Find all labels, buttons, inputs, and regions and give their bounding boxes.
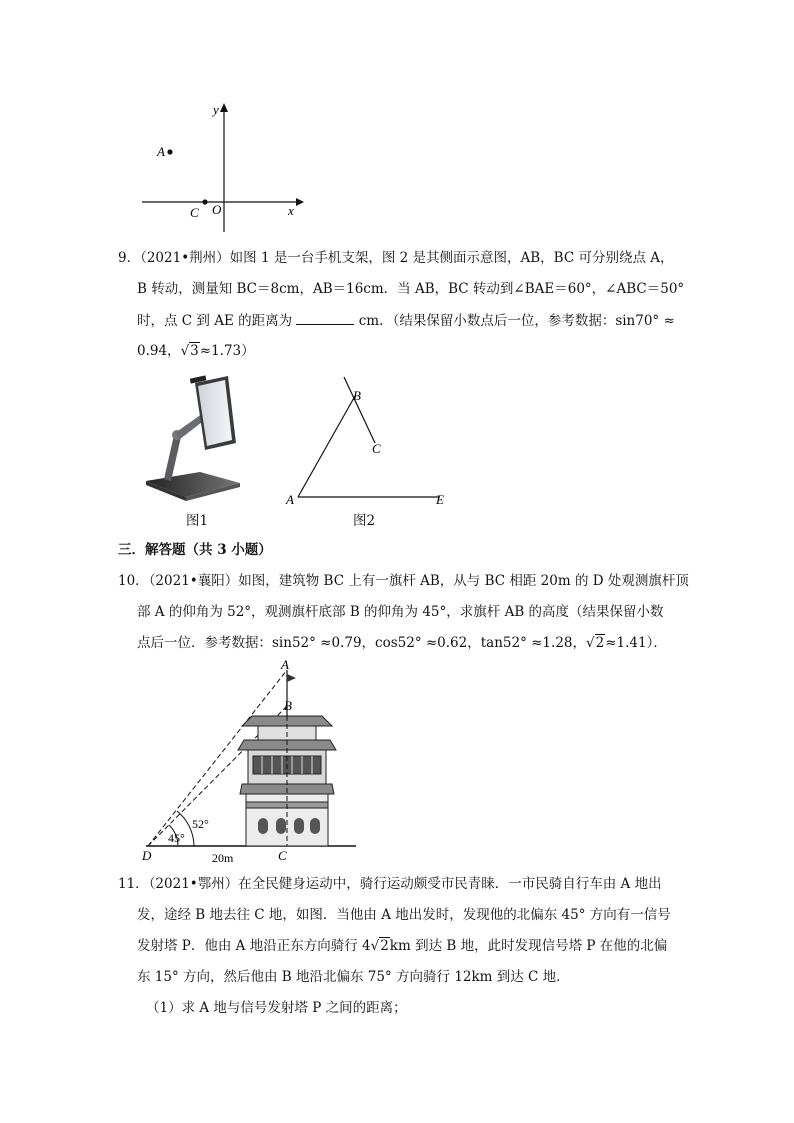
q11-line4: 东 15° 方向，然后他由 B 地沿北偏东 75° 方向骑行 12km 到达 C 地． [137,969,570,985]
y-axis-arrow-icon [220,103,228,112]
point-c-dot [202,199,207,204]
angle-45-label: 45° [168,831,185,845]
q9-source: （2021•荆州） [140,250,230,266]
q11-line3-post: km 到达 B 地，此时发现信号塔 P 在他的北偏 [389,938,668,954]
q11-line3 [137,936,667,956]
fig2-label-c: C [372,441,381,456]
fig10-label-d: D [142,848,152,863]
flag-icon [287,674,296,682]
phone-stand-illustration [140,373,250,503]
q9-radicand: 3 [190,343,199,359]
fig2-label-a: A [286,492,294,507]
figure2-diagram [280,373,460,508]
q11-number: 11． [118,876,149,892]
fig2-caption: 图2 [353,513,376,529]
point-c-label: C [190,205,199,220]
fig2-label-b: B [353,388,361,403]
q9-answer-blank[interactable] [296,310,354,325]
section3-title: 三．解答题（共 3 小题） [118,542,272,558]
point-a-dot [167,149,172,154]
sqrt-icon: √ [180,343,190,359]
q11-radicand: 2 [380,938,389,954]
angle-52-label: 52° [192,817,209,831]
sqrt-icon: √ [370,938,380,954]
q10-radicand: 2 [595,635,605,651]
q9-line4-pre: 0.94， [137,343,181,359]
fig2-label-e: E [436,492,444,507]
q11-line2: 发，途经 B 地去往 C 地，如图．当他由 A 地出发时，发现他的北偏东 45° 方向有一信号 [137,907,671,923]
q9-line1 [118,248,674,268]
q11-line3-pre: 发射塔 P．他由 A 地沿正东方向骑行 4 [137,938,371,954]
origin-label: O [212,202,222,217]
sqrt-icon: √ [586,635,595,651]
q10-line1 [118,571,689,591]
building-flagpole-figure [136,656,366,870]
q11-line1 [118,874,662,894]
q10-line3-pre: 点后一位．参考数据：sin52° ≈0.79，cos52° ≈0.62，tan52° ≈1.28， [137,635,586,651]
q9-line3-pre: 时，点 C 到 AE 的距离为 [137,313,293,329]
q10-line1-text: 如图，建筑物 BC 上有一旗杆 AB，从与 BC 相距 20m 的 D 处观测旗杆顶 [238,573,689,589]
fig1-caption: 图1 [186,513,209,529]
q9-number: 9． [118,250,141,266]
q11-sub1: （1）求 A 地与信号发射塔 P 之间的距离； [146,1000,407,1016]
q10-line3-post: ≈1.41）． [605,635,667,651]
y-axis-label: y [213,102,219,117]
q10-source: （2021•襄阳） [148,573,239,589]
q9-line4 [137,341,255,361]
q11-line1-text: 在全民健身运动中，骑行运动颇受市民青睐．一市民骑自行车由 A 地出 [238,876,662,892]
x-axis-label: x [288,203,294,218]
q10-line2: 部 A 的仰角为 52°，观测旗杆底部 B 的仰角为 45°，求旗杆 AB 的高度（结果保留小数 [137,604,664,620]
coordinate-figure [130,98,310,238]
fig10-label-b: B [284,698,292,713]
point-a-label: A [157,144,165,159]
q10-number: 10． [118,573,149,589]
q9-line1-text: 如图 1 是一台手机支架，图 2 是其侧面示意图，AB，BC 可分别绕点 A， [229,250,674,266]
x-axis-arrow-icon [296,198,304,206]
distance-label: 20m [212,851,234,865]
q11-source: （2021•鄂州） [148,876,239,892]
fig10-label-c: C [278,848,287,863]
q9-line3 [137,310,675,331]
q9-line2: B 转动，测量知 BC＝8cm，AB＝16cm．当 AB，BC 转动到∠BAE＝60°，∠ABC＝50° [137,281,685,297]
q10-line3 [137,633,667,653]
q9-line3-unit: cm．（结果保留小数点后一位，参考数据：sin70° ≈ [358,313,675,329]
q9-line4-post: ≈1.73） [199,343,255,359]
fig10-label-a: A [281,657,289,672]
